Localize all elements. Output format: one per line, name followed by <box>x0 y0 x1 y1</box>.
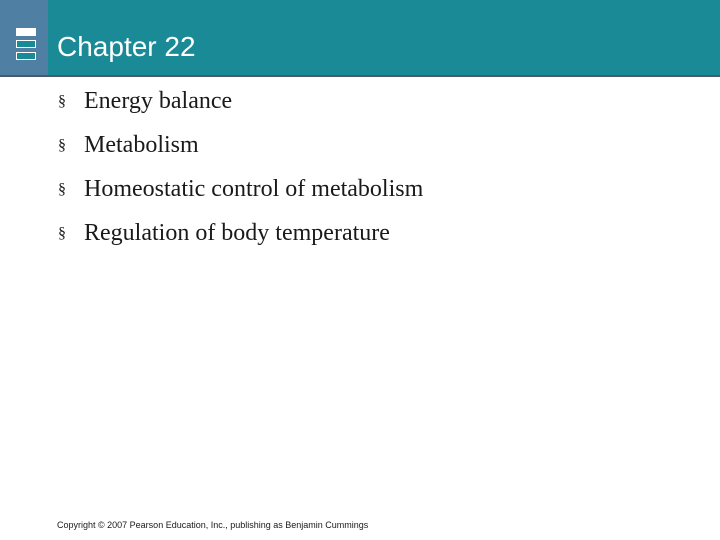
logo-panel <box>0 0 48 75</box>
copyright-footer: Copyright © 2007 Pearson Education, Inc., publishing as Benjamin Cummings <box>57 520 369 530</box>
bullet-item-energy-balance <box>58 88 423 132</box>
bullet-text: Homeostatic control of metabolism <box>84 176 424 202</box>
bullet-text: Metabolism <box>84 132 199 158</box>
stacked-bars-icon <box>16 28 36 36</box>
title-bar-divider <box>0 75 720 77</box>
bullet-text: Regulation of body temperature <box>84 220 390 246</box>
bullet-item-homeostatic-control <box>58 176 423 220</box>
stacked-bars-icon-middle <box>16 40 36 48</box>
stacked-bars-icon-bottom <box>16 52 36 60</box>
bullet-marker: § <box>58 137 66 154</box>
bullet-marker: § <box>58 225 66 242</box>
bullet-marker: § <box>58 93 66 110</box>
bullet-list <box>58 88 423 264</box>
bullet-text: Energy balance <box>84 88 233 114</box>
bullet-item-body-temperature <box>58 220 423 264</box>
slide-title: Chapter 22 <box>57 31 196 62</box>
bullet-item-metabolism <box>58 132 423 176</box>
bullet-marker: § <box>58 181 66 198</box>
